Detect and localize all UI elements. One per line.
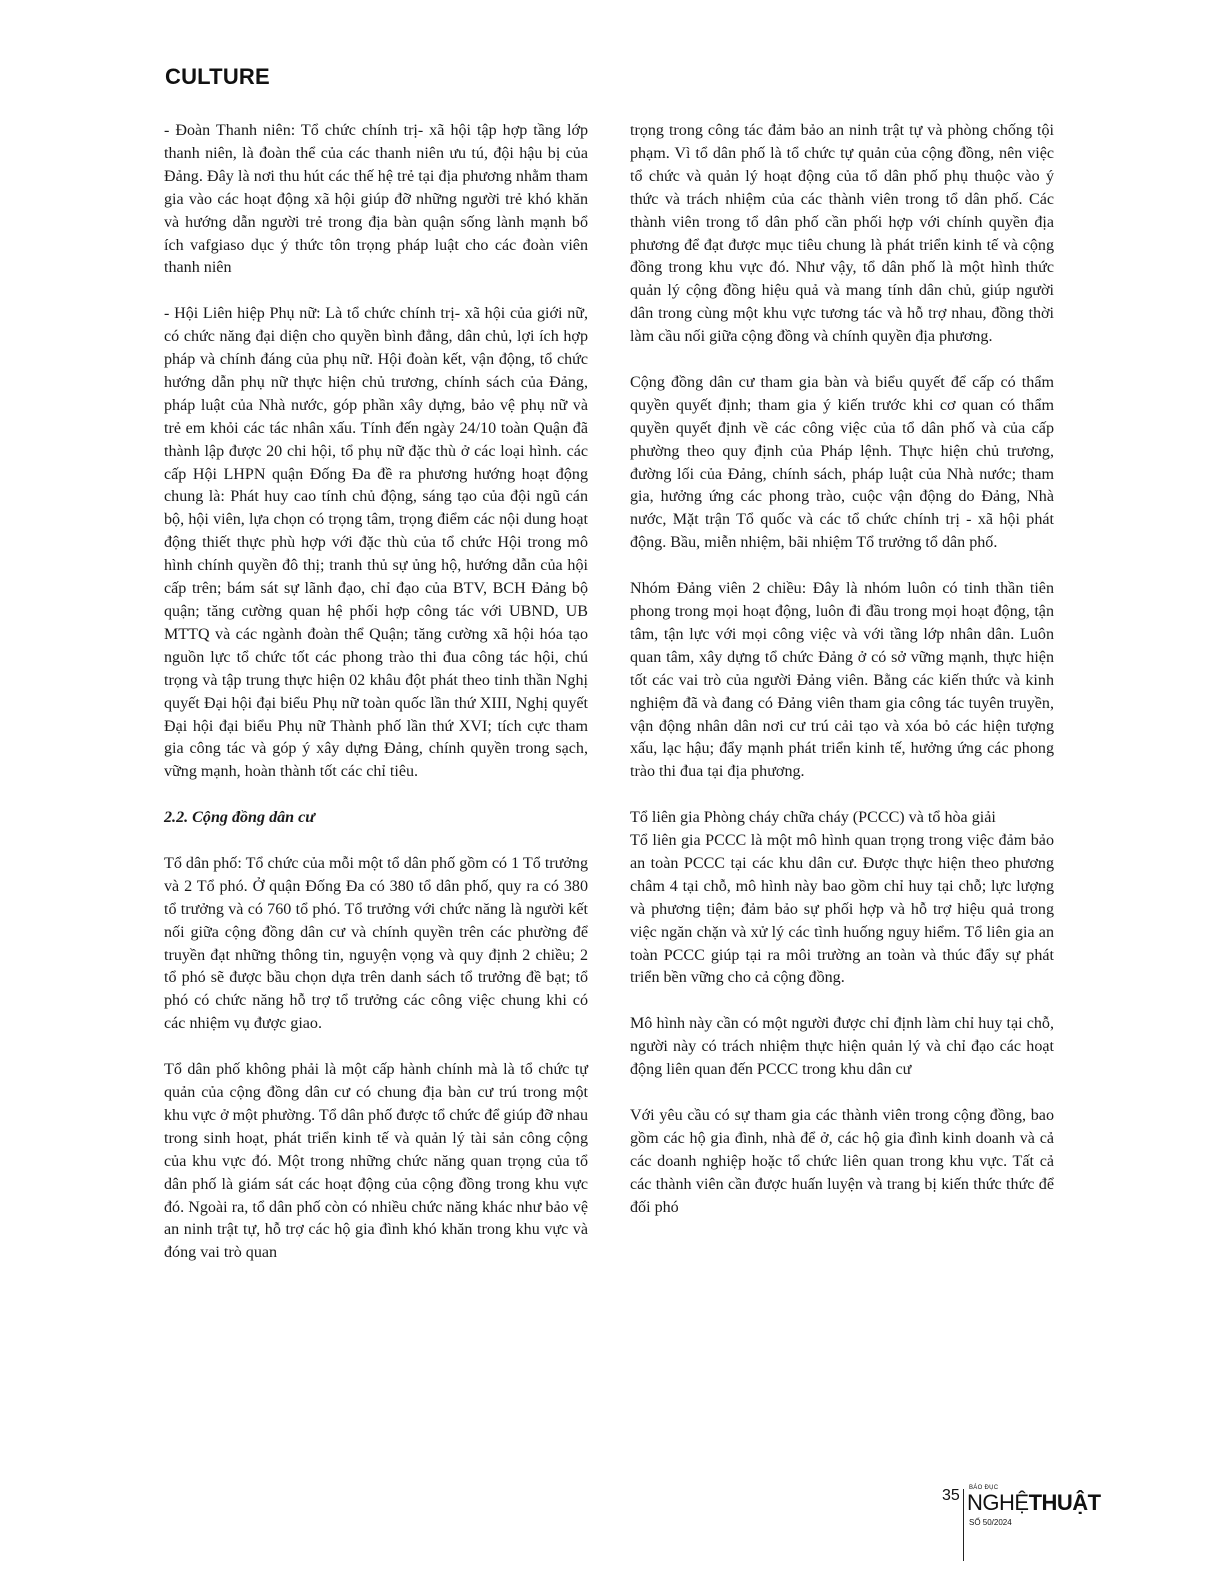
paragraph-nhom-dang-vien: Nhóm Đảng viên 2 chiều: Đây là nhóm luôn có tinh thần tiên phong trong mọi hoạt động, luôn đi đầu trong mọi hoạt động, tận tâm, tận lực với mọi công việc và với tầng lớp nhân dân. Luôn quan tâm, xây dựng tổ chức Đảng ở có sở vững mạnh, thực hiện tốt các vai trò của người Đảng viên. Bằng các kiến thức và kinh nghiệm đã và đang có Đảng viên tham gia công tác tuyên truyền, vận động nhân dân nơi cư trú cải tạo và xóa bỏ các hiện tượng xấu, lạc hậu; đẩy mạnh phát triển kinh tế, hưởng ứng các phong trào thi đua tại địa phương. [630,580,1054,781]
paragraph-pccc-title: Tổ liên gia Phòng cháy chữa cháy (PCCC) và tổ hòa giải [630,809,996,827]
paragraph-hoi-phu-nu: - Hội Liên hiệp Phụ nữ: Là tổ chức chính trị- xã hội của giới nữ, có chức năng đại diện cho quyền bình đẳng, dân chủ, lợi ích hợp pháp và chính đáng của phụ nữ. Hội đoàn kết, vận động, tổ chức hướng dẫn phụ nữ thực hiện chủ trương, chính sách của Đảng, pháp luật của Nhà nước, góp phần xây dựng, bảo vệ phụ nữ và trẻ em khỏi các tác nhân xấu. Tính đến ngày 24/10 toàn Quận đã thành lập được 20 chi hội, tổ phụ nữ đặc thù ở các loại hình. các cấp Hội LHPN quận Đống Đa đề ra phương hướng hoạt động chung là: Phát huy cao tính chủ động, sáng tạo của đội ngũ cán bộ, hội viên, lựa chọn có trọng tâm, trọng điểm các nội dung hoạt động thiết thực phù hợp với đặc thù của tổ chức Hội trong mô hình chính quyền đô thị; tranh thủ sự ủng hộ, hướng dẫn của hội cấp trên; bám sát sự lãnh đạo, chỉ đạo của BTV, BCH Đảng bộ quận; tăng cường quan hệ phối hợp công tác với UBND, UB MTTQ và các ngành đoàn thể Quận; tăng cường xã hội hóa tạo nguồn lực tổ chức tốt các phong trào thi đua công tác hội, chú trọng và tập trung thực hiện 02 khâu đột phát theo tinh thần Nghị quyết Đại hội đại biểu Phụ nữ toàn quốc lần thứ XIII, Nghị quyết Đại hội đại biểu Phụ nữ Thành phố lần thứ XVI; tích cực tham gia công tác và góp ý xây dựng Đảng, chính quyền trong sạch, vững mạnh, hoàn thành tốt các chỉ tiêu. [164,305,588,781]
page-number: 35 [942,1487,960,1504]
section-header: CULTURE [165,64,270,89]
paragraph-to-dan-pho: Tổ dân phố: Tổ chức của mỗi một tổ dân phố gồm có 1 Tổ trưởng và 2 Tổ phó. Ở quận Đống Đa có 380 tổ dân phố, quy ra có 380 tổ trưởng và có 760 tổ phó. Tổ trưởng với chức năng là người kết nối giữa cộng đồng dân cư và chính quyền trên các phường để truyền đạt những thông tin, nguyện vọng và quy định 2 chiều; 2 tổ phó sẽ được bầu chọn dựa trên danh sách tổ trưởng đề bạt; tổ phó có chức năng hỗ trợ tổ trưởng các công việc chung khi có các nhiệm vụ được giao. [164,854,588,1033]
paragraph-chi-huy: Mô hình này cần có một người được chỉ định làm chỉ huy tại chỗ, người này có trách nhiệm thực hiện quản lý và chỉ đạo các hoạt động liên quan đến PCCC trong khu dân cư [630,1015,1054,1079]
paragraph-cong-dong-tham-gia: Cộng đồng dân cư tham gia bàn và biểu quyết để cấp có thẩm quyền quyết định; tham gia ý kiến trước khi cơ quan có thẩm quyền quyết định về các công việc của tổ dân phố và của cấp phường theo quy định của Pháp lệnh. Thực hiện chủ trương, đường lối của Đảng, chính sách, pháp luật của Nhà nước; tham gia, hưởng ứng các phong trào, cuộc vận động do Đảng, Nhà nước, Mặt trận Tổ quốc và các tổ chức chính trị - xã hội phát động. Bầu, miễn nhiệm, bãi nhiệm Tổ trưởng tổ dân phố. [630,373,1054,552]
issue-number: SỐ 50/2024 [969,1518,1012,1527]
subheading-cong-dong-dan-cu: 2.2. Cộng đồng dân cư [164,809,315,827]
paragraph-pccc: Tổ liên gia PCCC là một mô hình quan trọng trong việc đảm bảo an toàn PCCC tại các khu dân cư. Được thực hiện theo phương châm 4 tại chỗ, mô hình này bao gồm chỉ huy tại chỗ; lực lượng và phương tiện; đảm bảo sự phối hợp và hỗ trợ hiệu quả trong việc ngăn chặn và xử lý các tình huống nguy hiểm. Tổ liên gia an toàn PCCC giúp tại ra môi trường an toàn và thúc đẩy sự phát triển bền vững cho cả cộng đồng. [630,832,1054,987]
left-column [164,120,588,1288]
logo-thin: NGHỆ [967,1490,1029,1515]
logo-top-text: BÁO ĐỤC [969,1485,999,1491]
right-column [630,120,1054,1242]
paragraph-thanh-vien: Với yêu cầu có sự tham gia các thành viên trong cộng đồng, bao gồm các hộ gia đình, nhà để ở, các hộ gia đình kinh doanh và cả các doanh nghiệp hoặc tổ chức liên quan trong khu vực. Tất cả các thành viên cần được huấn luyện và trang bị kiến thức thức để đối phó [630,1106,1054,1216]
magazine-logo [967,1485,1101,1545]
paragraph-to-dan-pho-tu-quan: Tổ dân phố không phải là một cấp hành chính mà là tổ chức tự quản của cộng đồng dân cư có chung địa bàn cư trú trong một khu vực ở một phường. Tổ dân phố được tổ chức để giúp đỡ nhau trong sinh hoạt, phát triển kinh tế và quản lý tài sản công cộng của khu vực đó. Một trong những chức năng quan trọng của tổ dân phố là giám sát các hoạt động của cộng đồng trong khu vực đó. Ngoài ra, tổ dân phố còn có nhiều chức năng khác như bảo vệ an ninh trật tự, hỗ trợ các hộ gia đình khó khăn trong khu vực và đóng vai trò quan [164,1061,588,1262]
logo-bold: THUẬT [1028,1490,1101,1515]
footer-divider [963,1489,964,1561]
logo-wordmark [967,1490,1101,1516]
paragraph-continuation: trọng trong công tác đảm bảo an ninh trật tự và phòng chống tội phạm. Vì tổ dân phố là tổ chức tự quản của cộng đồng, nên việc tổ chức và quản lý hoạt động của tổ dân phố phụ thuộc vào ý thức và trách nhiệm của các thành viên trong tổ dân phố. Các thành viên trong tổ dân phố cần phối hợp với chính quyền địa phương để đạt được mục tiêu chung là phát triển kinh tế và cộng đồng trong khu vực đó. Như vậy, tổ dân phố là một hình thức quản lý cộng đồng hiệu quả và mang tính dân chủ, giúp người dân trong cùng một khu vực tương tác và hỗ trợ nhau, đồng thời làm cầu nối giữa cộng đồng và chính quyền địa phương. [630,122,1054,346]
paragraph-doan-thanh-nien: - Đoàn Thanh niên: Tổ chức chính trị- xã hội tập hợp tầng lớp thanh niên, là đoàn thể của các thanh niên ưu tú, đội hậu bị của Đảng. Đây là nơi thu hút các thế hệ trẻ tại địa phương nhằm tham gia vào các hoạt động xã hội giúp đỡ những người trẻ khó khăn và hướng dẫn người trẻ trong địa bàn quận sống lành mạnh bổ ích vafgiaso dục ý thức tôn trọng pháp luật cho các đoàn viên thanh niên [164,122,588,277]
page-footer [942,1485,1102,1555]
